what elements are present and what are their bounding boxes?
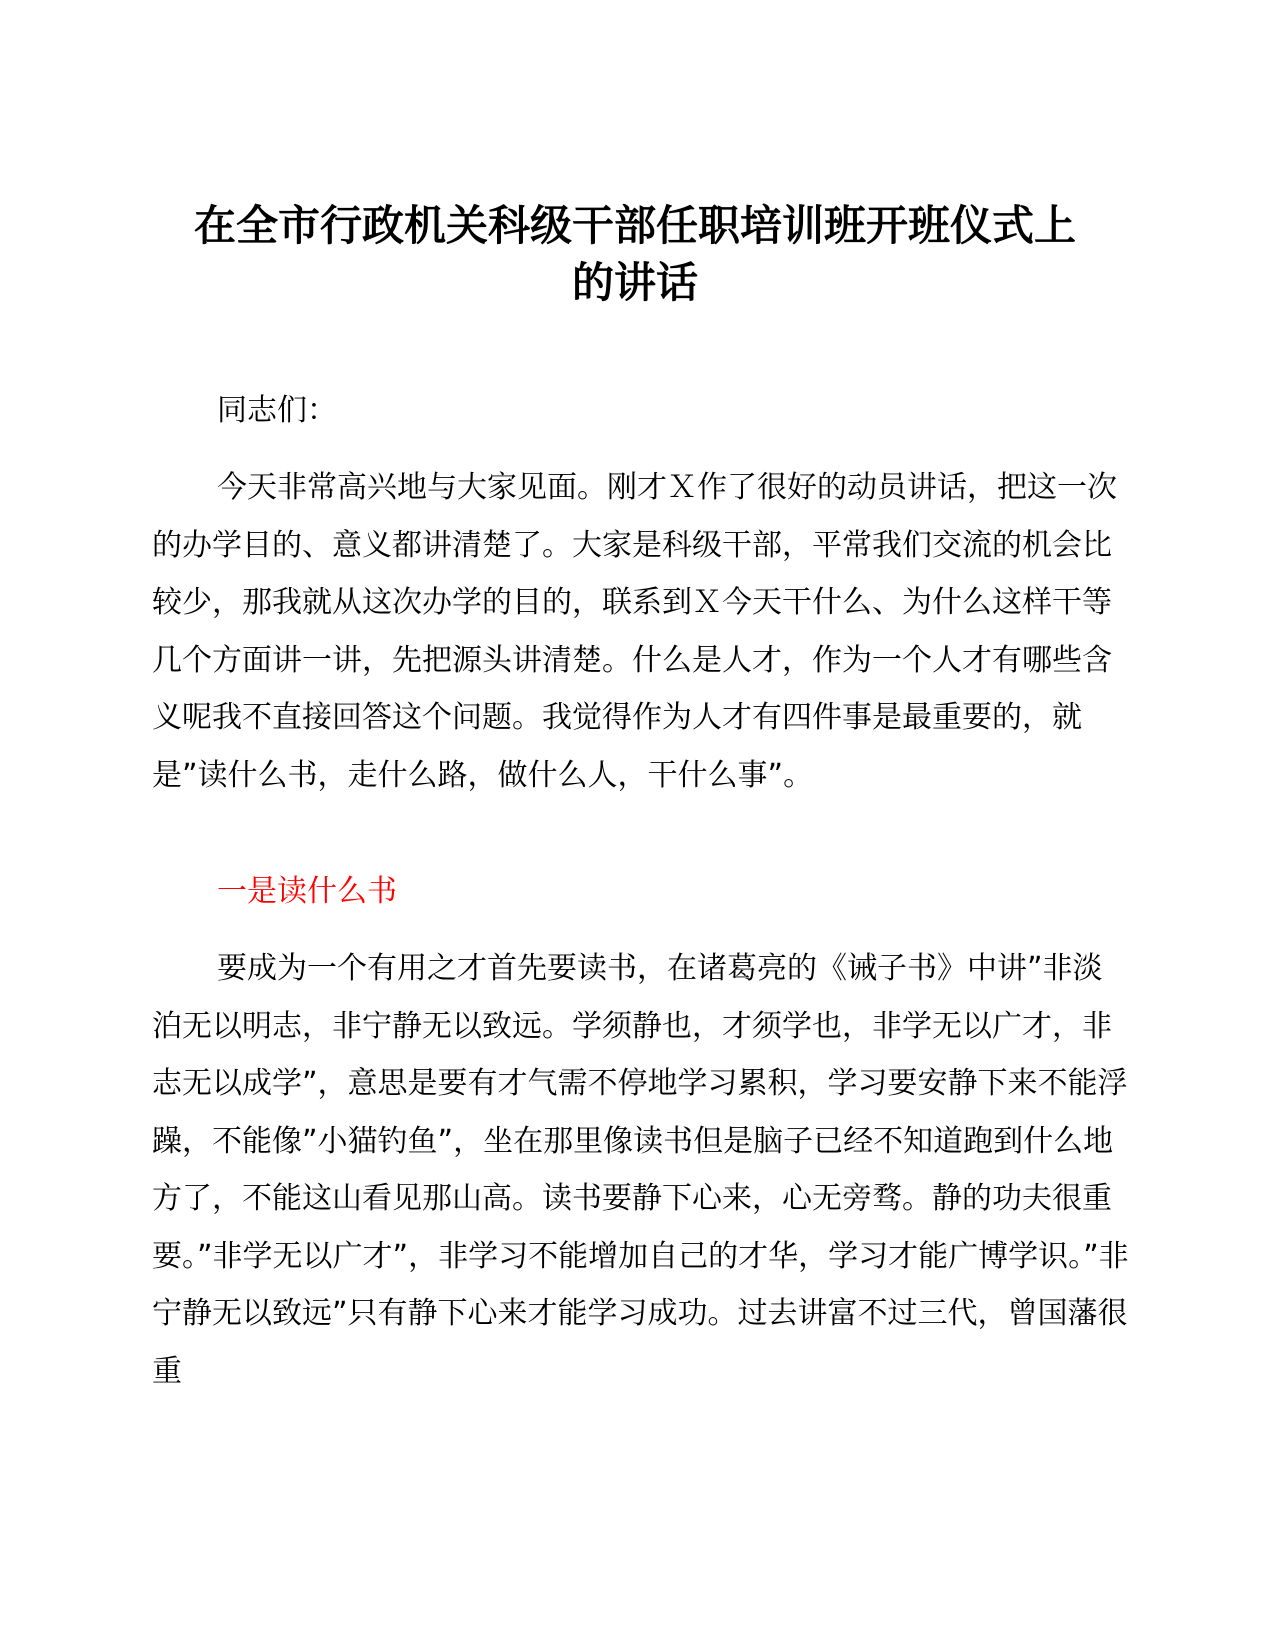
document-title-line2: 的讲话: [571, 258, 698, 307]
salutation: 同志们：: [217, 393, 337, 428]
paragraph-reading: 要成为一个有用之才首先要读书，在诸葛亮的《诫子书》中讲”非淡泊无以明志，非宁静无以致远。学须静也，才须学也，非学无以广才，非志无以成学”，意思是要有才气需不停地学习累积，学习要安静下来不能浮躁，不能像”小猫钓鱼”，坐在那里像读书但是脑子已经不知道跑到什么地方了，不能这山看见那山高。读书要静下心来，心无旁骛。静的功夫很重要。”非学无以广才”，非学习不能增加自己的才华，学习才能广博学识。”非宁静无以致远”只有静下心来才能学习成功。过去讲富不过三代，曾国藩很重: [152, 951, 1129, 1389]
paragraph-opening: 今天非常高兴地与大家见面。刚才Ｘ作了很好的动员讲话，把这一次的办学目的、意义都讲清楚了。大家是科级干部，平常我们交流的机会比较少，那我就从这次办学的目的，联系到Ｘ今天干什么、为什么这样干等几个方面讲一讲，先把源头讲清楚。什么是人才，作为一个人才有哪些含义呢我不直接回答这个问题。我觉得作为人才有四件事是最重要的，就是”读什么书，走什么路，做什么人，干什么事”。: [152, 470, 1117, 793]
section-heading: 一是读什么书: [217, 874, 397, 909]
document-title: [140, 197, 1130, 311]
document-title-line1: 在全市行政机关科级干部任职培训班开班仪式上: [193, 201, 1076, 250]
